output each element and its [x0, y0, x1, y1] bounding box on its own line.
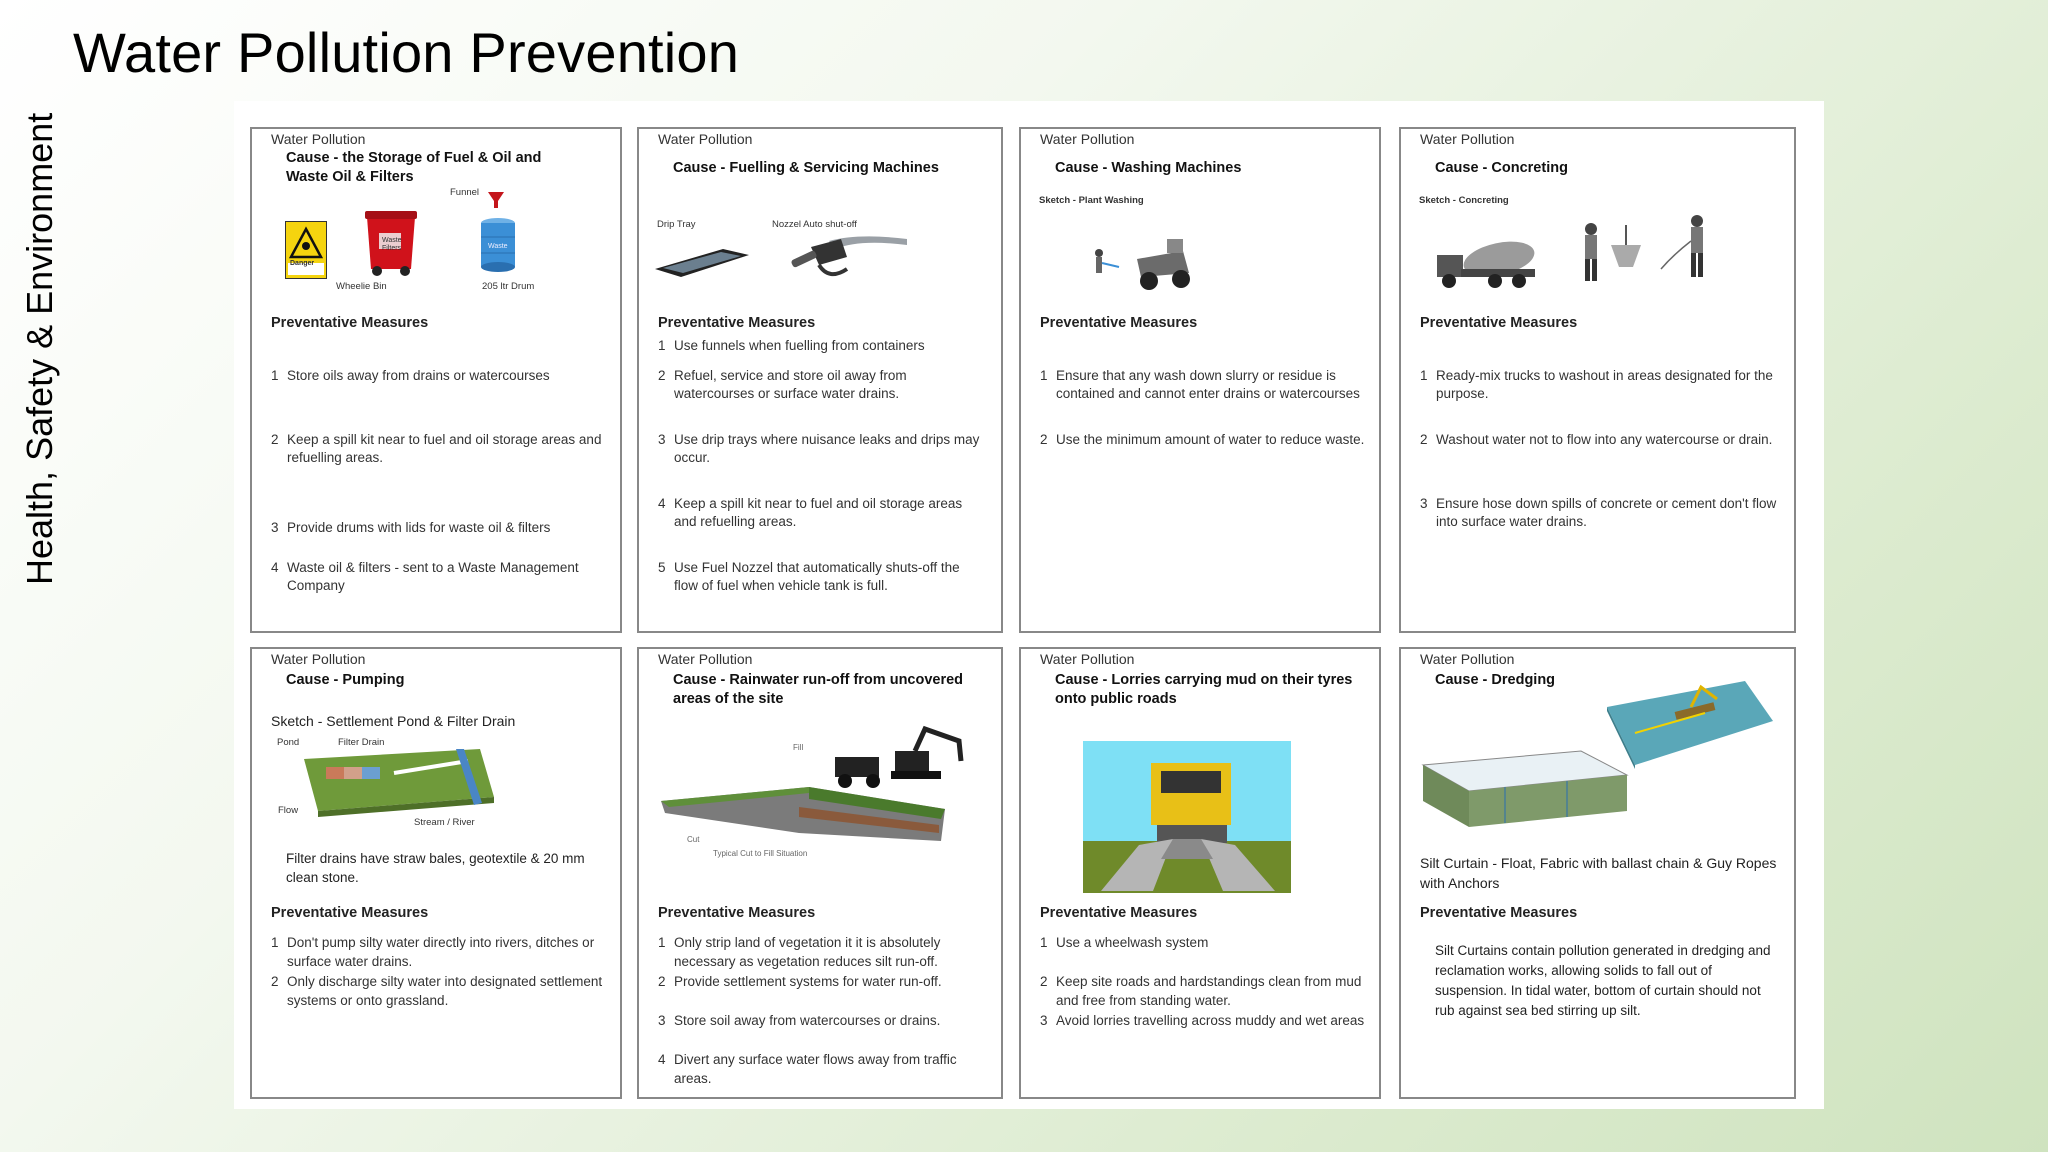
cut-fill-caption: Typical Cut to Fill Situation: [713, 849, 808, 858]
measure-item: 2 Provide settlement systems for water run-off.: [658, 974, 942, 989]
measure-item: 2 Refuel, service and store oil away from watercourses or surface water drains.: [658, 368, 907, 401]
measures-title: Preventative Measures: [1040, 315, 1198, 331]
cut-label: Cut: [687, 835, 700, 844]
poster-sheet: [234, 101, 1824, 1109]
drip-tray-label: Drip Tray: [657, 219, 696, 230]
measure-item: 5 Use Fuel Nozzel that automatically shuts-off the flow of fuel when vehicle tank is full.: [658, 560, 960, 593]
danger-label: Danger: [290, 260, 315, 267]
settlement-pond-diagram: [298, 747, 498, 817]
side-label: Health, Safety & Environment: [19, 112, 60, 585]
slide-title: Water Pollution Prevention: [73, 21, 740, 84]
sketch-label: Sketch - Plant Washing: [1039, 195, 1144, 206]
measures-title: Preventative Measures: [1420, 905, 1578, 921]
card-lorries: [1019, 647, 1381, 1099]
card-dredging: [1399, 647, 1796, 1099]
card-header: Water Pollution: [658, 651, 753, 667]
measures-title: Preventative Measures: [271, 315, 429, 331]
card-header: Water Pollution: [1420, 131, 1515, 147]
measure-item: 2 Use the minimum amount of water to reduce waste.: [1040, 432, 1365, 447]
card-header: Water Pollution: [271, 651, 366, 667]
measure-item: 1 Use funnels when fuelling from containers: [658, 338, 925, 353]
measure-item: 2 Washout water not to flow into any watercourse or drain.: [1420, 432, 1773, 447]
danger-sign-icon: [285, 221, 327, 279]
card-cause: Cause - Rainwater run-off from uncovered areas of the site: [673, 672, 964, 707]
measure-item: 1 Don't pump silty water directly into rivers, ditches or surface water drains.: [271, 935, 595, 969]
card-header: Water Pollution: [658, 131, 753, 147]
card-cause: Cause - Dredging: [1435, 672, 1556, 688]
measures-title: Preventative Measures: [1040, 905, 1198, 921]
sketch-label: Sketch - Concreting: [1419, 195, 1509, 206]
fill-label: Fill: [793, 743, 804, 752]
filter-drain-label: Filter Drain: [338, 737, 385, 748]
measure-item: 1 Only strip land of vegetation it it is absolutely necessary as vegetation reduces silt run-off.: [658, 935, 941, 969]
measures-title: Preventative Measures: [1420, 315, 1578, 331]
measures-title: Preventative Measures: [658, 315, 816, 331]
measure-item: 1 Store oils away from drains or watercourses: [271, 368, 550, 383]
measure-item: 2 Keep site roads and hardstandings clean from mud and free from standing water.: [1040, 974, 1362, 1008]
wheelwash-image: [1083, 741, 1291, 893]
measure-item: 3 Use drip trays where nuisance leaks and drips may occur.: [658, 432, 980, 465]
card-cause: Cause - Concreting: [1435, 160, 1568, 176]
measure-item: 3 Avoid lorries travelling across muddy and wet areas: [1040, 1013, 1365, 1028]
silt-curtain-diagram: [1421, 749, 1631, 829]
measure-item: 3 Store soil away from watercourses or drains.: [658, 1013, 941, 1028]
measure-item: 3 Ensure hose down spills of concrete or cement don't flow into surface water drains.: [1420, 496, 1777, 529]
measure-item: 2 Only discharge silty water into designated settlement systems or onto grassland.: [271, 974, 603, 1008]
card-cause: Cause - Washing Machines: [1055, 160, 1242, 176]
measure-item: 4 Keep a spill kit near to fuel and oil storage areas and refuelling areas.: [658, 496, 963, 529]
waste-filters-label: Waste Filters: [382, 237, 402, 252]
card-cause: Cause - Lorries carrying mud on their tyres onto public roads: [1055, 672, 1353, 707]
card-cause: Cause - Pumping: [286, 672, 405, 688]
card-header: Water Pollution: [1040, 131, 1135, 147]
card-header: Water Pollution: [1420, 651, 1515, 667]
measure-item: 1 Ensure that any wash down slurry or residue is contained and cannot enter drains or watercourses: [1040, 368, 1360, 401]
card-washing: [1019, 127, 1381, 633]
measures-title: Preventative Measures: [658, 905, 816, 921]
card-header: Water Pollution: [1040, 651, 1135, 667]
measure-item: 2 Keep a spill kit near to fuel and oil storage areas and refuelling areas.: [271, 432, 602, 465]
flow-label: Flow: [278, 805, 299, 816]
measure-item: 4 Divert any surface water flows away from traffic areas.: [658, 1052, 957, 1086]
silt-curtain-note: Silt Curtain - Float, Fabric with ballast chain & Guy Ropes with Anchors: [1420, 855, 1777, 891]
fuel-nozzle-icon: [789, 229, 909, 289]
funnel-label: Funnel: [450, 187, 480, 198]
dredging-paragraph: Silt Curtains contain pollution generated in dredging and reclamation works, allowing solids to fall out of suspension. In tidal water, bottom of curtain should not rub against sea bed stirring up silt.: [1435, 943, 1771, 1018]
pond-label: Pond: [277, 737, 300, 748]
measure-item: 1 Use a wheelwash system: [1040, 935, 1209, 950]
sketch-label: Sketch - Settlement Pond & Filter Drain: [271, 713, 516, 729]
funnel-icon: [487, 191, 505, 209]
measure-item: 4 Waste oil & filters - sent to a Waste Management Company: [271, 560, 579, 593]
nozzle-label: Nozzel Auto shut-off: [772, 219, 857, 230]
pumping-note: Filter drains have straw bales, geotextile & 20 mm clean stone.: [286, 851, 585, 885]
waste-drum-label: Waste: [488, 243, 508, 250]
card-fuelling: [637, 127, 1003, 633]
drum-label: 205 ltr Drum: [482, 281, 535, 292]
card-concreting: [1399, 127, 1796, 633]
wheelie-bin-label: Wheelie Bin: [336, 281, 387, 292]
cut-fill-diagram: [659, 721, 989, 871]
concrete-workers-icon: [1577, 215, 1727, 295]
card-rainwater: [637, 647, 1003, 1099]
drip-tray-icon: [653, 247, 751, 281]
plant-washing-icon: [1091, 237, 1211, 293]
card-cause: Cause - Fuelling & Servicing Machines: [673, 160, 939, 176]
measure-item: 1 Ready-mix trucks to washout in areas designated for the purpose.: [1420, 368, 1773, 401]
card-pumping: [250, 647, 622, 1099]
measures-title: Preventative Measures: [271, 905, 429, 921]
card-fuel-storage: [250, 127, 622, 633]
measure-item: 3 Provide drums with lids for waste oil & filters: [271, 520, 551, 535]
card-header: Water Pollution: [271, 131, 366, 147]
stream-label: Stream / River: [414, 817, 475, 828]
card-cause: Cause - the Storage of Fuel & Oil and Waste Oil & Filters: [286, 150, 542, 185]
concrete-mixer-truck-icon: [1435, 239, 1539, 289]
